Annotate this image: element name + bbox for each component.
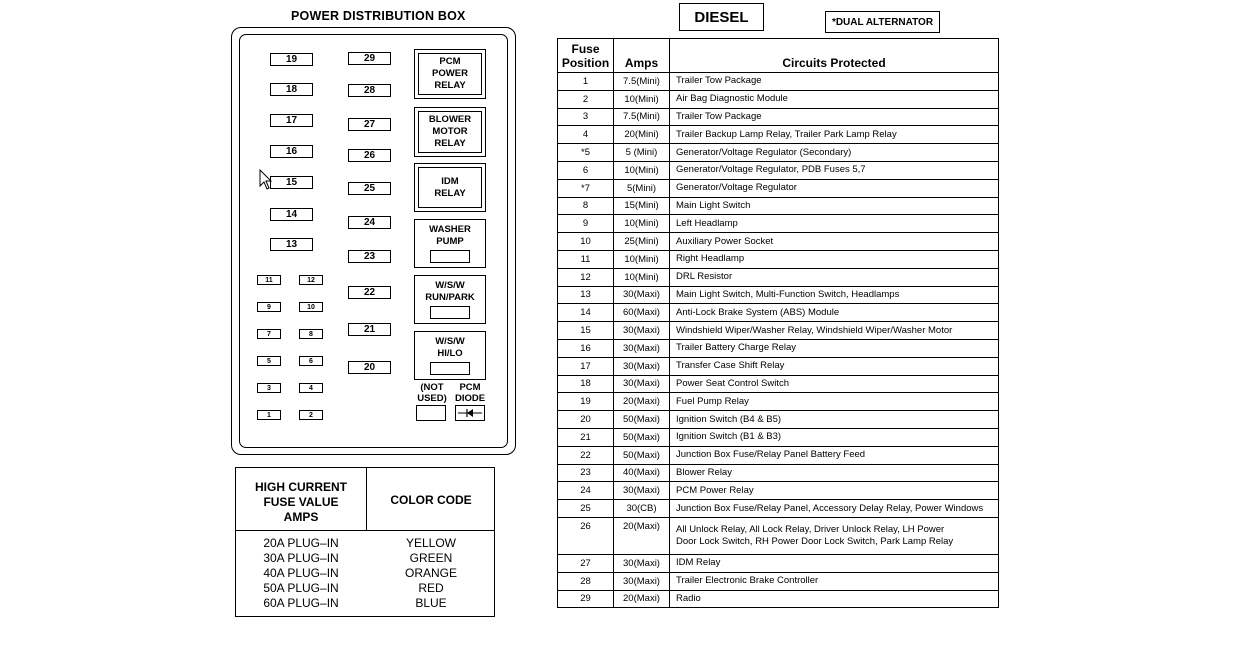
circuit-cell: Ignition Switch (B4 & B5) [670, 411, 999, 429]
amps-cell: 30A PLUG–IN [263, 551, 339, 565]
table-row [558, 339, 999, 357]
table-row [558, 357, 999, 375]
table-row [558, 161, 999, 179]
fuse-position-cell: 29 [558, 590, 614, 608]
relay-label: PCM POWER RELAY [432, 56, 468, 91]
amps-cell: 20(Maxi) [614, 590, 670, 608]
mini-fuse-11: 11 [257, 275, 281, 285]
fuse-28: 28 [348, 84, 391, 97]
table-row [558, 250, 999, 268]
amps-cell: 30(Maxi) [614, 572, 670, 590]
amps-cell: 30(Maxi) [614, 339, 670, 357]
fuse-position-cell: 27 [558, 554, 614, 572]
table-row [558, 197, 999, 215]
circuit-cell: Main Light Switch, Multi-Function Switch, Headlamps [670, 286, 999, 304]
table-row [558, 375, 999, 393]
table-row [558, 215, 999, 233]
fuse-position-cell: 4 [558, 126, 614, 144]
fuse-21: 21 [348, 323, 391, 336]
fuse-table-body [558, 73, 999, 608]
table-row [558, 286, 999, 304]
fuse-position-cell: 25 [558, 500, 614, 518]
fuse-29: 29 [348, 52, 391, 65]
amps-cell: 50(Maxi) [614, 446, 670, 464]
fuse-position-cell: 3 [558, 108, 614, 126]
fuse-position-cell: 12 [558, 268, 614, 286]
fuse-position-cell: 28 [558, 572, 614, 590]
mini-fuse-9: 9 [257, 302, 281, 312]
amps-cell: 25(Mini) [614, 233, 670, 251]
fuse-position-cell: *7 [558, 179, 614, 197]
fuse-position-cell: 24 [558, 482, 614, 500]
amps-cell: 7.5(Mini) [614, 108, 670, 126]
not-used-label: (NOT USED) [417, 382, 447, 404]
amps-cell: 10(Mini) [614, 268, 670, 286]
amps-cell: 30(Maxi) [614, 286, 670, 304]
table-row [558, 572, 999, 590]
color-code-header-amps: HIGH CURRENT FUSE VALUE AMPS [255, 480, 347, 524]
fuse-16: 16 [270, 145, 313, 158]
fuse-position-cell: 10 [558, 233, 614, 251]
wsw-run-park-relay [414, 275, 486, 324]
color-cell: GREEN [409, 551, 453, 565]
color-code-row [236, 536, 494, 551]
fuse-position-cell: 22 [558, 446, 614, 464]
fuse-position-cell: 8 [558, 197, 614, 215]
amps-cell: 30(Maxi) [614, 375, 670, 393]
not-used-slot [416, 405, 446, 421]
amps-header: Amps [614, 39, 670, 73]
pdb-title: POWER DISTRIBUTION BOX [291, 9, 466, 23]
fuse-position-cell: 14 [558, 304, 614, 322]
table-row [558, 73, 999, 91]
table-row [558, 90, 999, 108]
relay-label: W/S/W HI/LO [435, 336, 465, 359]
circuit-cell: Generator/Voltage Regulator, PDB Fuses 5,7 [670, 161, 999, 179]
color-cell: BLUE [415, 596, 447, 610]
amps-cell: 30(Maxi) [614, 482, 670, 500]
mini-fuse-5: 5 [257, 356, 281, 366]
fuse-position-cell: 16 [558, 339, 614, 357]
amps-cell: 60A PLUG–IN [263, 596, 339, 610]
amps-cell: 50(Maxi) [614, 411, 670, 429]
mini-fuse-12: 12 [299, 275, 323, 285]
amps-cell: 20A PLUG–IN [263, 536, 339, 550]
mouse-cursor-icon [259, 169, 273, 191]
color-code-row [236, 566, 494, 581]
amps-cell: 10(Mini) [614, 250, 670, 268]
table-row [558, 304, 999, 322]
circuit-cell: Power Seat Control Switch [670, 375, 999, 393]
fuse-23: 23 [348, 250, 391, 263]
table-row [558, 179, 999, 197]
table-row [558, 268, 999, 286]
fuse-20: 20 [348, 361, 391, 374]
color-cell: RED [418, 581, 444, 595]
fuse-position-cell: 11 [558, 250, 614, 268]
diesel-label: DIESEL [679, 3, 764, 31]
amps-cell: 10(Mini) [614, 90, 670, 108]
amps-cell: 10(Mini) [614, 161, 670, 179]
circuit-cell: Right Headlamp [670, 250, 999, 268]
circuit-cell: Anti-Lock Brake System (ABS) Module [670, 304, 999, 322]
fuse-position-cell: 17 [558, 357, 614, 375]
fuse-position-cell: 6 [558, 161, 614, 179]
amps-cell: 5(Mini) [614, 179, 670, 197]
table-row [558, 393, 999, 411]
amps-cell: 20(Maxi) [614, 393, 670, 411]
circuit-cell: All Unlock Relay, All Lock Relay, Driver Unlock Relay, LH Power Door Lock Switch, RH Power Door Lock Switch, Park Lamp Relay [670, 517, 999, 554]
circuit-cell: Generator/Voltage Regulator [670, 179, 999, 197]
relay-slot [430, 362, 470, 375]
circuit-cell: Trailer Electronic Brake Controller [670, 572, 999, 590]
circuit-cell: Trailer Battery Charge Relay [670, 339, 999, 357]
circuit-cell: Trailer Tow Package [670, 108, 999, 126]
relay-label: IDM RELAY [434, 175, 466, 199]
fuse-position-cell: 13 [558, 286, 614, 304]
circuit-cell: Radio [670, 590, 999, 608]
circuit-cell: IDM Relay [670, 554, 999, 572]
amps-cell: 30(Maxi) [614, 322, 670, 340]
table-row [558, 126, 999, 144]
color-code-table [235, 467, 495, 617]
relay-slot [430, 306, 470, 319]
pcm-diode-label: PCM DIODE [454, 382, 486, 404]
dual-alternator-label: *DUAL ALTERNATOR [825, 11, 940, 33]
table-row [558, 108, 999, 126]
circuits-header: Circuits Protected [670, 39, 999, 73]
diode-icon [456, 406, 484, 420]
relay-label: WASHER PUMP [429, 224, 471, 247]
circuit-cell: Junction Box Fuse/Relay Panel, Accessory Delay Relay, Power Windows [670, 500, 999, 518]
circuit-cell: PCM Power Relay [670, 482, 999, 500]
relay-label: BLOWER MOTOR RELAY [428, 114, 472, 149]
fuse-position-cell: 9 [558, 215, 614, 233]
circuit-cell: Windshield Wiper/Washer Relay, Windshield Wiper/Washer Motor [670, 322, 999, 340]
amps-cell: 40(Maxi) [614, 464, 670, 482]
circuit-cell: Trailer Backup Lamp Relay, Trailer Park Lamp Relay [670, 126, 999, 144]
amps-cell: 40A PLUG–IN [263, 566, 339, 580]
relay-slot [430, 250, 470, 263]
amps-cell: 30(Maxi) [614, 357, 670, 375]
table-row [558, 482, 999, 500]
color-code-row [236, 551, 494, 566]
idm-relay [414, 163, 486, 212]
fuse-14: 14 [270, 208, 313, 221]
fuse-15: 15 [270, 176, 313, 189]
fuse-position-cell: 15 [558, 322, 614, 340]
amps-cell: 20(Mini) [614, 126, 670, 144]
color-code-row [236, 581, 494, 596]
circuit-cell: Junction Box Fuse/Relay Panel Battery Feed [670, 446, 999, 464]
amps-cell: 10(Mini) [614, 215, 670, 233]
blower-motor-relay [414, 107, 486, 157]
pcm-diode [455, 405, 485, 421]
circuit-cell: Ignition Switch (B1 & B3) [670, 428, 999, 446]
mini-fuse-7: 7 [257, 329, 281, 339]
table-row [558, 446, 999, 464]
mini-fuse-8: 8 [299, 329, 323, 339]
table-row [558, 517, 999, 554]
fuse-13: 13 [270, 238, 313, 251]
pcm-power-relay [414, 49, 486, 99]
fuse-position-cell: *5 [558, 144, 614, 162]
wsw-hilo-relay [414, 331, 486, 380]
color-code-header-color: COLOR CODE [390, 493, 472, 507]
circuit-cell: Generator/Voltage Regulator (Secondary) [670, 144, 999, 162]
fuse-27: 27 [348, 118, 391, 131]
washer-pump-relay [414, 219, 486, 268]
mini-fuse-10: 10 [299, 302, 323, 312]
table-row [558, 500, 999, 518]
fuse-position-cell: 18 [558, 375, 614, 393]
mini-fuse-4: 4 [299, 383, 323, 393]
mini-fuse-2: 2 [299, 410, 323, 420]
mini-fuse-3: 3 [257, 383, 281, 393]
divider [366, 468, 367, 530]
amps-cell: 50A PLUG–IN [263, 581, 339, 595]
circuit-cell: Left Headlamp [670, 215, 999, 233]
fuse-position-cell: 26 [558, 517, 614, 554]
circuit-cell: Blower Relay [670, 464, 999, 482]
fuse-position-cell: 21 [558, 428, 614, 446]
fuse-position-cell: 2 [558, 90, 614, 108]
amps-cell: 7.5(Mini) [614, 73, 670, 91]
table-row [558, 554, 999, 572]
mini-fuse-6: 6 [299, 356, 323, 366]
amps-cell: 30(Maxi) [614, 554, 670, 572]
circuit-cell: DRL Resistor [670, 268, 999, 286]
color-cell: YELLOW [405, 536, 456, 550]
amps-cell: 30(CB) [614, 500, 670, 518]
circuit-cell: Fuel Pump Relay [670, 393, 999, 411]
fuse-24: 24 [348, 216, 391, 229]
fuse-position-cell: 23 [558, 464, 614, 482]
table-row [558, 428, 999, 446]
fuse-25: 25 [348, 182, 391, 195]
table-row [558, 144, 999, 162]
color-code-row [236, 596, 494, 611]
fuse-position-cell: 1 [558, 73, 614, 91]
table-row [558, 590, 999, 608]
divider [236, 530, 494, 531]
fuse-position-cell: 19 [558, 393, 614, 411]
table-row [558, 322, 999, 340]
amps-cell: 5 (Mini) [614, 144, 670, 162]
amps-cell: 20(Maxi) [614, 517, 670, 554]
fuse-18: 18 [270, 83, 313, 96]
fuse-table [557, 38, 999, 608]
amps-cell: 50(Maxi) [614, 428, 670, 446]
relay-label: W/S/W RUN/PARK [425, 280, 475, 303]
fuse-position-header: Fuse Position [558, 39, 614, 73]
fuse-17: 17 [270, 114, 313, 127]
circuit-cell: Air Bag Diagnostic Module [670, 90, 999, 108]
circuit-cell: Transfer Case Shift Relay [670, 357, 999, 375]
amps-cell: 60(Maxi) [614, 304, 670, 322]
table-row [558, 233, 999, 251]
fuse-position-cell: 20 [558, 411, 614, 429]
circuit-cell: Main Light Switch [670, 197, 999, 215]
table-row [558, 411, 999, 429]
fuse-22: 22 [348, 286, 391, 299]
fuse-19: 19 [270, 53, 313, 66]
fuse-26: 26 [348, 149, 391, 162]
circuit-cell: Trailer Tow Package [670, 73, 999, 91]
color-cell: ORANGE [404, 566, 457, 580]
table-row [558, 464, 999, 482]
circuit-cell: Auxiliary Power Socket [670, 233, 999, 251]
mini-fuse-1: 1 [257, 410, 281, 420]
amps-cell: 15(Mini) [614, 197, 670, 215]
